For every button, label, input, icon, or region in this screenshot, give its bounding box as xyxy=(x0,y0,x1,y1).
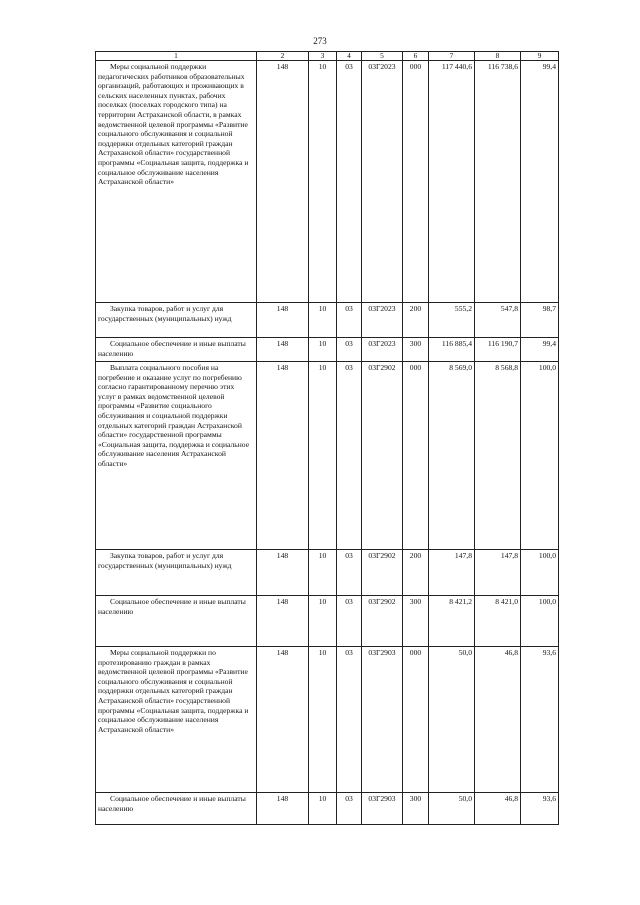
section-cell: 10 xyxy=(309,793,337,825)
executed-amount-cell: 46,8 xyxy=(475,793,521,825)
execution-percent-cell: 100,0 xyxy=(521,550,559,596)
executed-amount-cell: 46,8 xyxy=(475,647,521,793)
executed-amount-cell: 8 421,0 xyxy=(475,596,521,647)
section-cell: 10 xyxy=(309,338,337,362)
table-row xyxy=(96,61,559,303)
column-header: 2 xyxy=(257,52,309,61)
approved-amount-cell: 147,8 xyxy=(429,550,475,596)
column-header: 5 xyxy=(362,52,403,61)
approved-amount-cell: 50,0 xyxy=(429,647,475,793)
row-name-cell: Социальное обеспечение и иные выплаты населению xyxy=(96,338,257,362)
execution-percent-cell: 99,4 xyxy=(521,61,559,303)
admin-code-cell: 148 xyxy=(257,550,309,596)
expense-type-cell: 300 xyxy=(403,596,429,647)
target-article-cell: 03Г2902 xyxy=(362,362,403,550)
expense-type-cell: 200 xyxy=(403,303,429,338)
approved-amount-cell: 8 569,0 xyxy=(429,362,475,550)
executed-amount-cell: 116 738,6 xyxy=(475,61,521,303)
executed-amount-cell: 116 190,7 xyxy=(475,338,521,362)
row-name-cell: Меры социальной поддержки педагогических работников образовательных организаций, работающих и проживающих в сельских населенных пунктах, рабочих поселках (поселках городского типа) на территории Астраханской области, в рамках ведомственной целевой программы «Развитие социального обслуживания и социальной поддержки отдельных категорий граждан Астраханской области» государственной программы «Социальная защита, поддержка и социальное обслуживание населения Астраханской области» xyxy=(96,61,257,303)
subsection-cell: 03 xyxy=(337,338,362,362)
executed-amount-cell: 547,8 xyxy=(475,303,521,338)
admin-code-cell: 148 xyxy=(257,793,309,825)
row-name-cell: Социальное обеспечение и иные выплаты населению xyxy=(96,793,257,825)
table-row xyxy=(96,303,559,338)
page-number: 273 xyxy=(313,36,327,46)
column-header: 3 xyxy=(309,52,337,61)
target-article-cell: 03Г2903 xyxy=(362,647,403,793)
executed-amount-cell: 8 568,8 xyxy=(475,362,521,550)
expense-type-cell: 000 xyxy=(403,61,429,303)
table-row xyxy=(96,338,559,362)
subsection-cell: 03 xyxy=(337,61,362,303)
approved-amount-cell: 116 885,4 xyxy=(429,338,475,362)
expense-type-cell: 000 xyxy=(403,362,429,550)
expense-type-cell: 200 xyxy=(403,550,429,596)
approved-amount-cell: 117 440,6 xyxy=(429,61,475,303)
section-cell: 10 xyxy=(309,596,337,647)
row-name-cell: Выплата социального пособия на погребение и оказание услуг по погребению согласно гарантированному перечню этих услуг в рамках ведомственной целевой программы «Развитие социального обслуживания и социальной поддержки отдельных категорий граждан Астраханской области» государственной программы «Социальная защита, поддержка и социальное обслуживание населения Астраханской области» xyxy=(96,362,257,550)
target-article-cell: 03Г2023 xyxy=(362,61,403,303)
execution-percent-cell: 100,0 xyxy=(521,362,559,550)
section-cell: 10 xyxy=(309,61,337,303)
admin-code-cell: 148 xyxy=(257,596,309,647)
approved-amount-cell: 8 421,2 xyxy=(429,596,475,647)
subsection-cell: 03 xyxy=(337,550,362,596)
column-header: 8 xyxy=(475,52,521,61)
execution-percent-cell: 98,7 xyxy=(521,303,559,338)
target-article-cell: 03Г2902 xyxy=(362,596,403,647)
row-name-cell: Меры социальной поддержки по протезированию граждан в рамках ведомственной целевой программы «Развитие социального обслуживания и социальной поддержки отдельных категорий граждан Астраханской области» государственной программы «Социальная защита, поддержка и социальное обслуживание населения Астраханской области» xyxy=(96,647,257,793)
row-name-cell: Закупка товаров, работ и услуг для государственных (муниципальных) нужд xyxy=(96,303,257,338)
subsection-cell: 03 xyxy=(337,362,362,550)
target-article-cell: 03Г2023 xyxy=(362,303,403,338)
section-cell: 10 xyxy=(309,550,337,596)
row-name-cell: Социальное обеспечение и иные выплаты населению xyxy=(96,596,257,647)
subsection-cell: 03 xyxy=(337,793,362,825)
column-number-row xyxy=(96,52,559,61)
budget-table xyxy=(95,51,559,825)
subsection-cell: 03 xyxy=(337,596,362,647)
section-cell: 10 xyxy=(309,647,337,793)
execution-percent-cell: 93,6 xyxy=(521,647,559,793)
approved-amount-cell: 555,2 xyxy=(429,303,475,338)
expense-type-cell: 300 xyxy=(403,793,429,825)
table-row xyxy=(96,596,559,647)
admin-code-cell: 148 xyxy=(257,338,309,362)
column-header: 9 xyxy=(521,52,559,61)
target-article-cell: 03Г2023 xyxy=(362,338,403,362)
target-article-cell: 03Г2902 xyxy=(362,550,403,596)
expense-type-cell: 300 xyxy=(403,338,429,362)
column-header: 4 xyxy=(337,52,362,61)
section-cell: 10 xyxy=(309,362,337,550)
expense-type-cell: 000 xyxy=(403,647,429,793)
subsection-cell: 03 xyxy=(337,303,362,338)
column-header: 6 xyxy=(403,52,429,61)
column-header: 1 xyxy=(96,52,257,61)
execution-percent-cell: 100,0 xyxy=(521,596,559,647)
admin-code-cell: 148 xyxy=(257,303,309,338)
table-row xyxy=(96,647,559,793)
table-row xyxy=(96,362,559,550)
execution-percent-cell: 99,4 xyxy=(521,338,559,362)
executed-amount-cell: 147,8 xyxy=(475,550,521,596)
section-cell: 10 xyxy=(309,303,337,338)
admin-code-cell: 148 xyxy=(257,362,309,550)
approved-amount-cell: 50,0 xyxy=(429,793,475,825)
row-name-cell: Закупка товаров, работ и услуг для государственных (муниципальных) нужд xyxy=(96,550,257,596)
admin-code-cell: 148 xyxy=(257,647,309,793)
execution-percent-cell: 93,6 xyxy=(521,793,559,825)
subsection-cell: 03 xyxy=(337,647,362,793)
table-row xyxy=(96,793,559,825)
admin-code-cell: 148 xyxy=(257,61,309,303)
table-row xyxy=(96,550,559,596)
column-header: 7 xyxy=(429,52,475,61)
target-article-cell: 03Г2903 xyxy=(362,793,403,825)
